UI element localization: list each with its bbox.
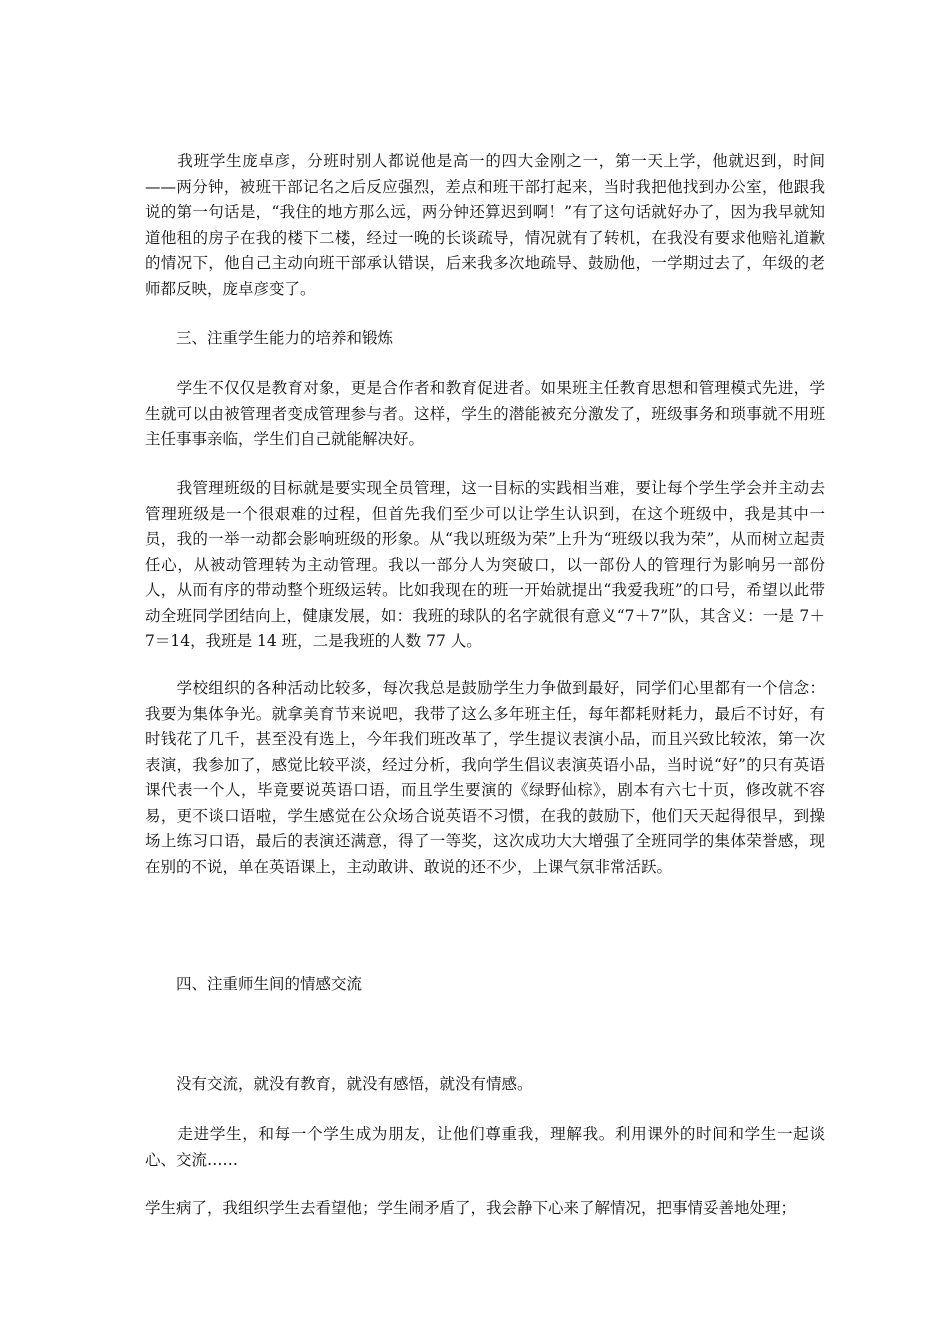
paragraph-student-role: 学生不仅仅是教育对象，更是合作者和教育促进者。如果班主任教育思想和管理模式先进，学生就可以由被管理者变成管理参与者。这样，学生的潜能被充分激发了，班级事务和琐事就不用班主任事事亲临，学生们自己就能解决好。 — [145, 379, 825, 448]
section-heading-4: 四、注重师生间的情感交流 — [145, 975, 363, 993]
paragraph-class-management: 我管理班级的目标就是要实现全员管理，这一目标的实践相当难，要让每个学生学会并主动去管理班级是一个很艰难的过程，但首先我们至少可以让学生认识到，在这个班级中，我是其中一员，我的一举一动都会影响班级的形象。从“我以班级为荣”上升为“班级以我为荣”，从而树立起责任心，从被动管理转为主动管理。我以一部分人为突破口，以一部份人的管理行为影响另一部份人，从而有序的带动整个班级运转。比如我现在的班一开始就提出“我爱我班”的口号，希望以此带动全班同学团结向上，健康发展，如：我班的球队的名字就很有意义“7＋7”队，其含义：一是 7＋7＝14，我班是 14 班，二是我班的人数 77 人。 — [145, 479, 825, 650]
paragraph-communication: 没有交流，就没有教育，就没有感悟，就没有情感。 — [145, 1075, 533, 1093]
section-heading-3: 三、注重学生能力的培养和锻炼 — [145, 329, 394, 347]
paragraph-student-story: 我班学生庞卓彦，分班时别人都说他是高一的四大金刚之一，第一天上学，他就迟到，时间——两分钟，被班干部记名之后反应强烈，差点和班干部打起来，当时我把他找到办公室，他跟我说的第一句话是，“我住的地方那么远，两分钟还算迟到啊！”有了这句话就好办了，因为我早就知道他租的房子在我的楼下二楼，经过一晚的长谈疏导，情况就有了转机，在我没有要求他赔礼道歉的情况下，他自己主动向班干部承认错误，后来我多次地疏导、鼓励他，一学期过去了，年级的老师都反映，庞卓彦变了。 — [145, 152, 825, 298]
paragraph-school-activities: 学校组织的各种活动比较多，每次我总是鼓励学生力争做到最好，同学们心里都有一个信念：我要为集体争光。就拿美育节来说吧，我带了这么多年班主任，每年都耗财耗力，最后不讨好，有时钱花了几千，甚至没有选上，今年我们班改革了，学生提议表演小品，而且兴致比较浓，第一次表演，我参加了，感觉比较平淡，经过分析，我向学生倡议表演英语小品，当时说“好”的只有英语课代表一个人，毕竟要说英语口语，而且学生要演的《绿野仙棕》，剧本有六七十页，修改就不容易，更不谈口语啦，学生感觉在公众场合说英语不习惯，在我的鼓励下，他们天天起得很早，到操场上练习口语，最后的表演还满意，得了一等奖，这次成功大大增强了全班同学的集体荣誉感，现在别的不说，单在英语课上，主动敢讲、敢说的还不少，上课气氛非常活跃。 — [145, 679, 825, 876]
paragraph-student-care: 学生病了，我组织学生去看望他；学生闹矛盾了，我会静下心来了解情况，把事情妥善地处理； — [145, 1199, 797, 1217]
paragraph-approach-students: 走进学生，和每一个学生成为朋友，让他们尊重我，理解我。利用课外的时间和学生一起谈心、交流…… — [145, 1125, 825, 1169]
